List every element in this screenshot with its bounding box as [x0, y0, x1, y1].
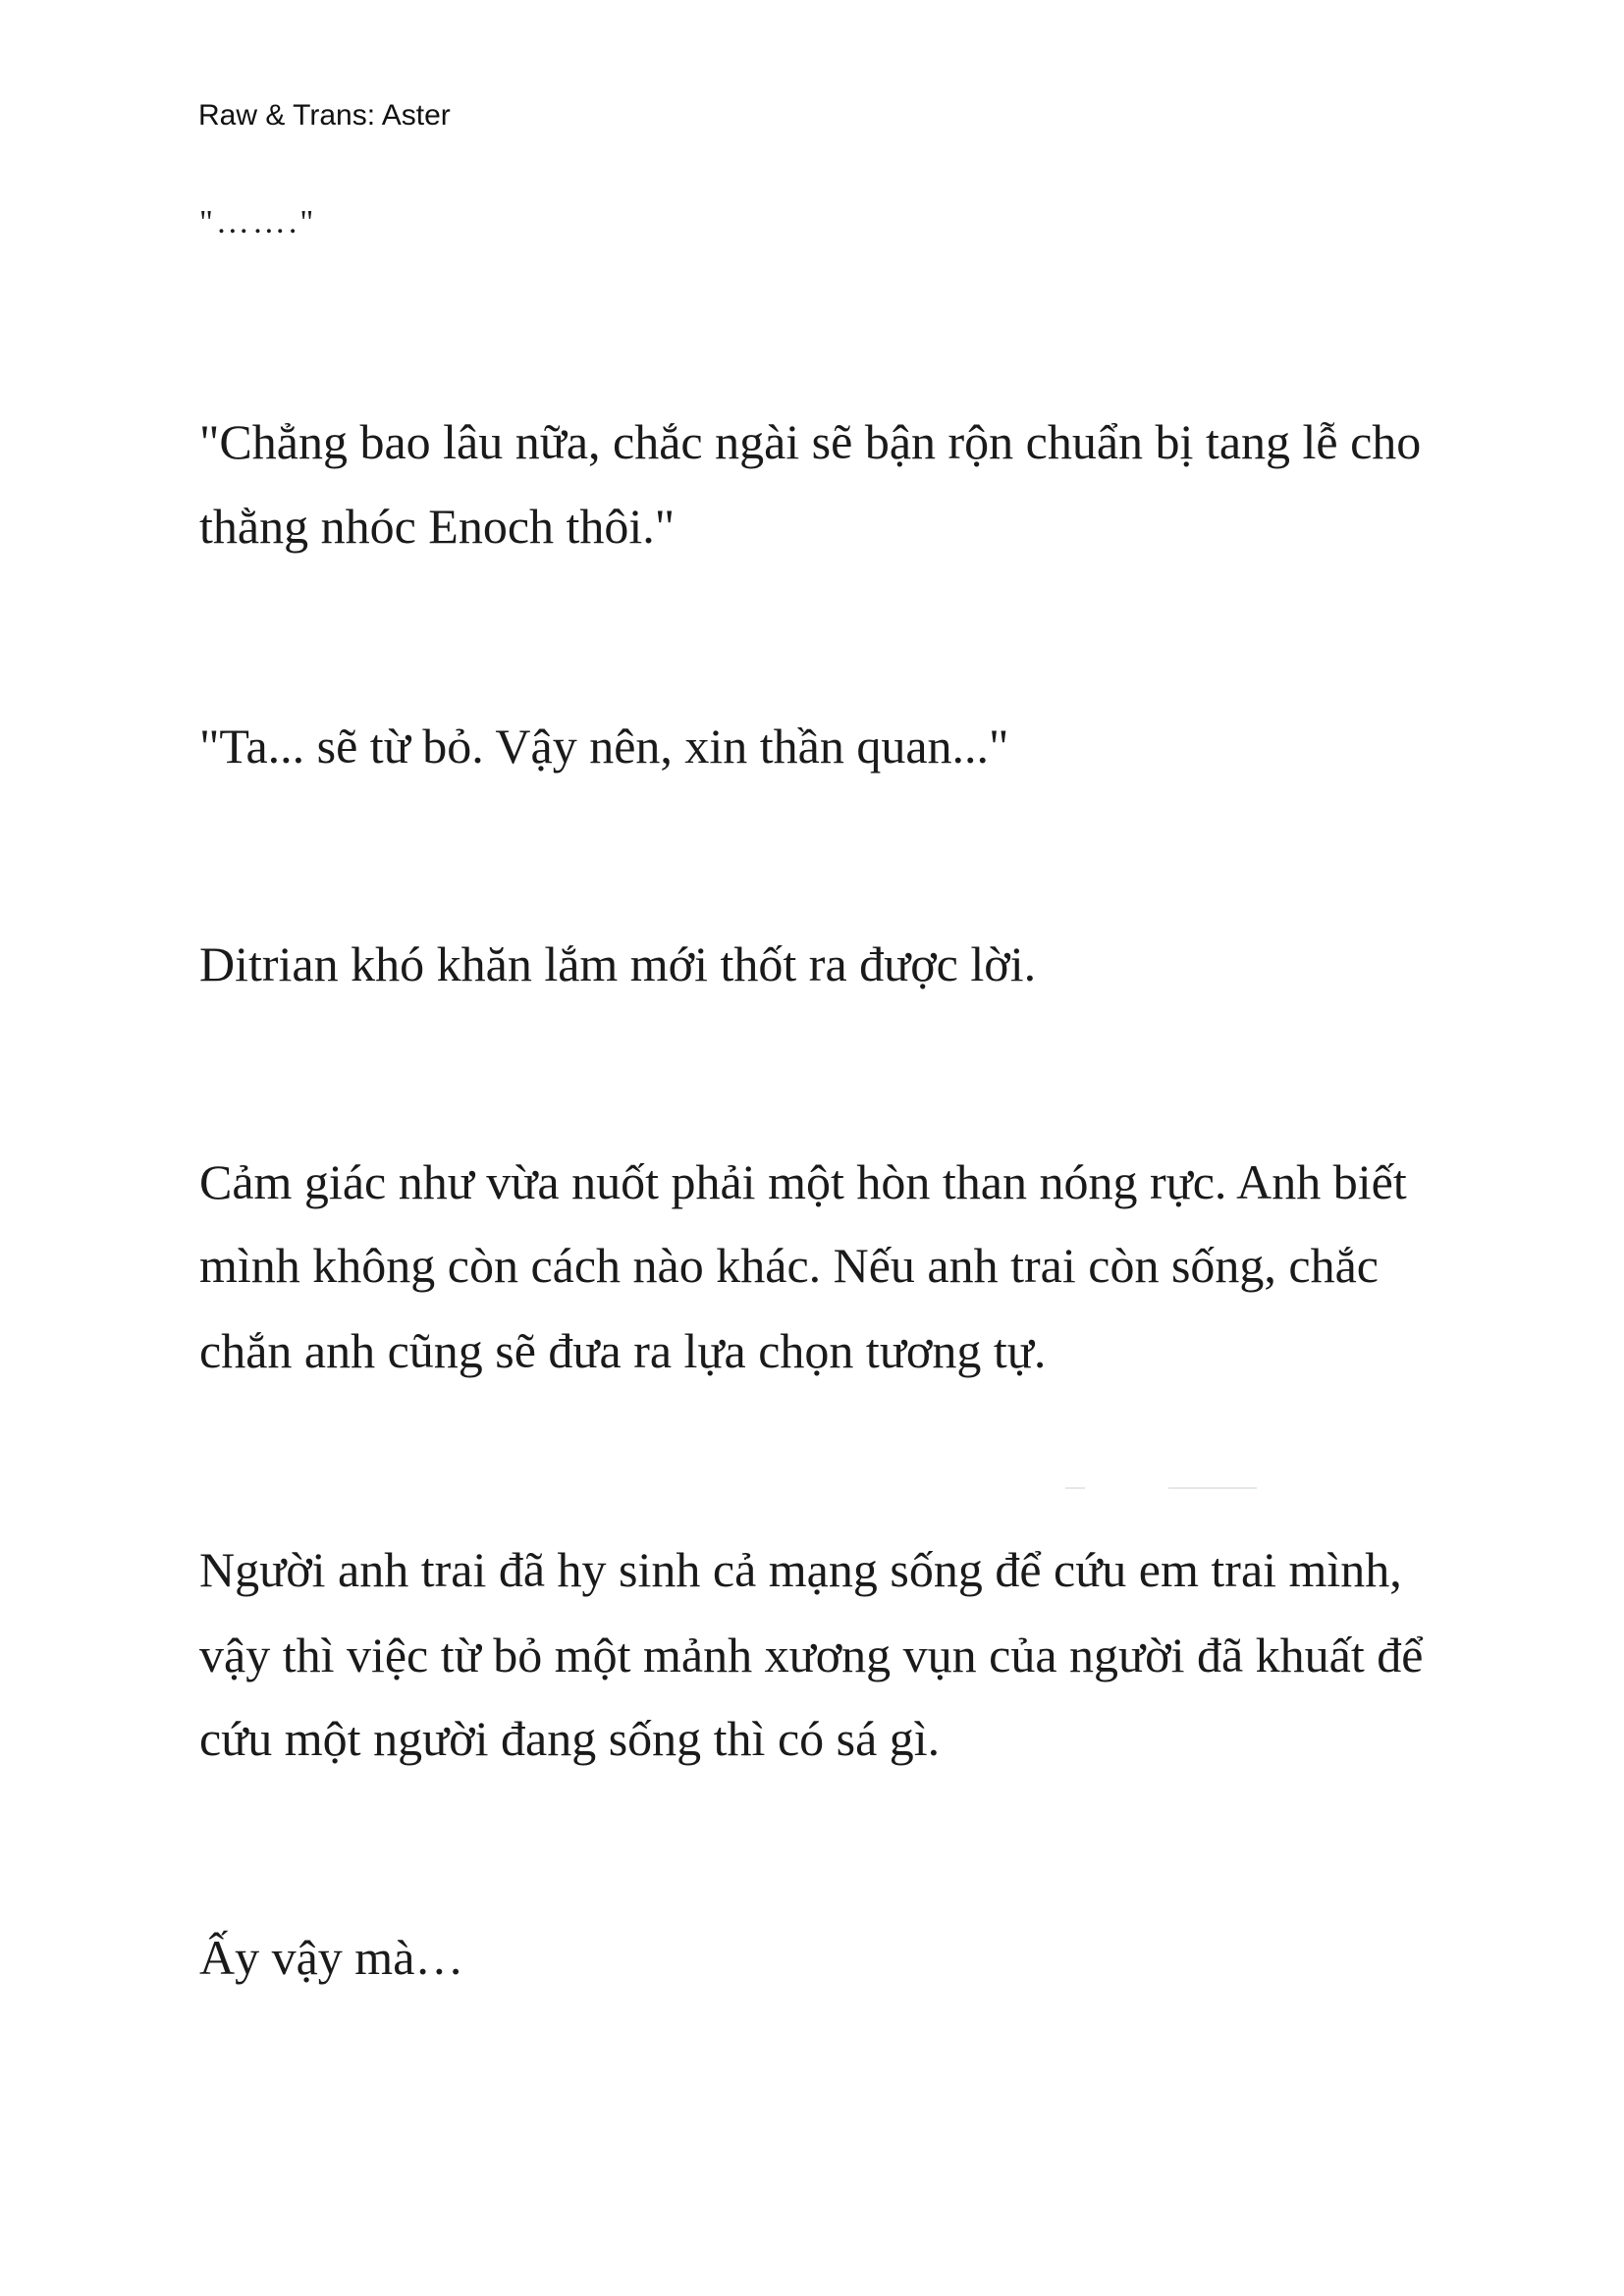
paragraph-line: chắn anh cũng sẽ đưa ra lựa chọn tương tự. — [199, 1323, 1047, 1378]
paragraph-line: vậy thì việc từ bỏ một mảnh xương vụn của người đã khuất để — [199, 1628, 1424, 1682]
ellipsis-dialogue: "……." — [199, 204, 317, 240]
scan-artifact — [1168, 1487, 1257, 1489]
paragraph-line: Người anh trai đã hy sinh cả mạng sống để cứu em trai mình, — [199, 1542, 1402, 1597]
paragraph-line: thằng nhóc Enoch thôi." — [199, 499, 676, 554]
paragraph-line: Ditrian khó khăn lắm mới thốt ra được lời. — [199, 936, 1037, 991]
paragraph-line: Cảm giác như vừa nuốt phải một hòn than nóng rực. Anh biết — [199, 1154, 1407, 1209]
translator-credit: Raw & Trans: Aster — [198, 99, 451, 132]
paragraph-line: mình không còn cách nào khác. Nếu anh trai còn sống, chắc — [199, 1238, 1379, 1293]
scan-artifact — [1065, 1487, 1085, 1489]
paragraph-line: "Chẳng bao lâu nữa, chắc ngài sẽ bận rộn chuẩn bị tang lễ cho — [199, 414, 1422, 469]
paragraph-line: cứu một người đang sống thì có sá gì. — [199, 1711, 941, 1766]
paragraph-line: "Ta... sẽ từ bỏ. Vậy nên, xin thần quan..." — [199, 719, 1009, 774]
paragraph-line: Ấy vậy mà… — [199, 1930, 464, 1985]
